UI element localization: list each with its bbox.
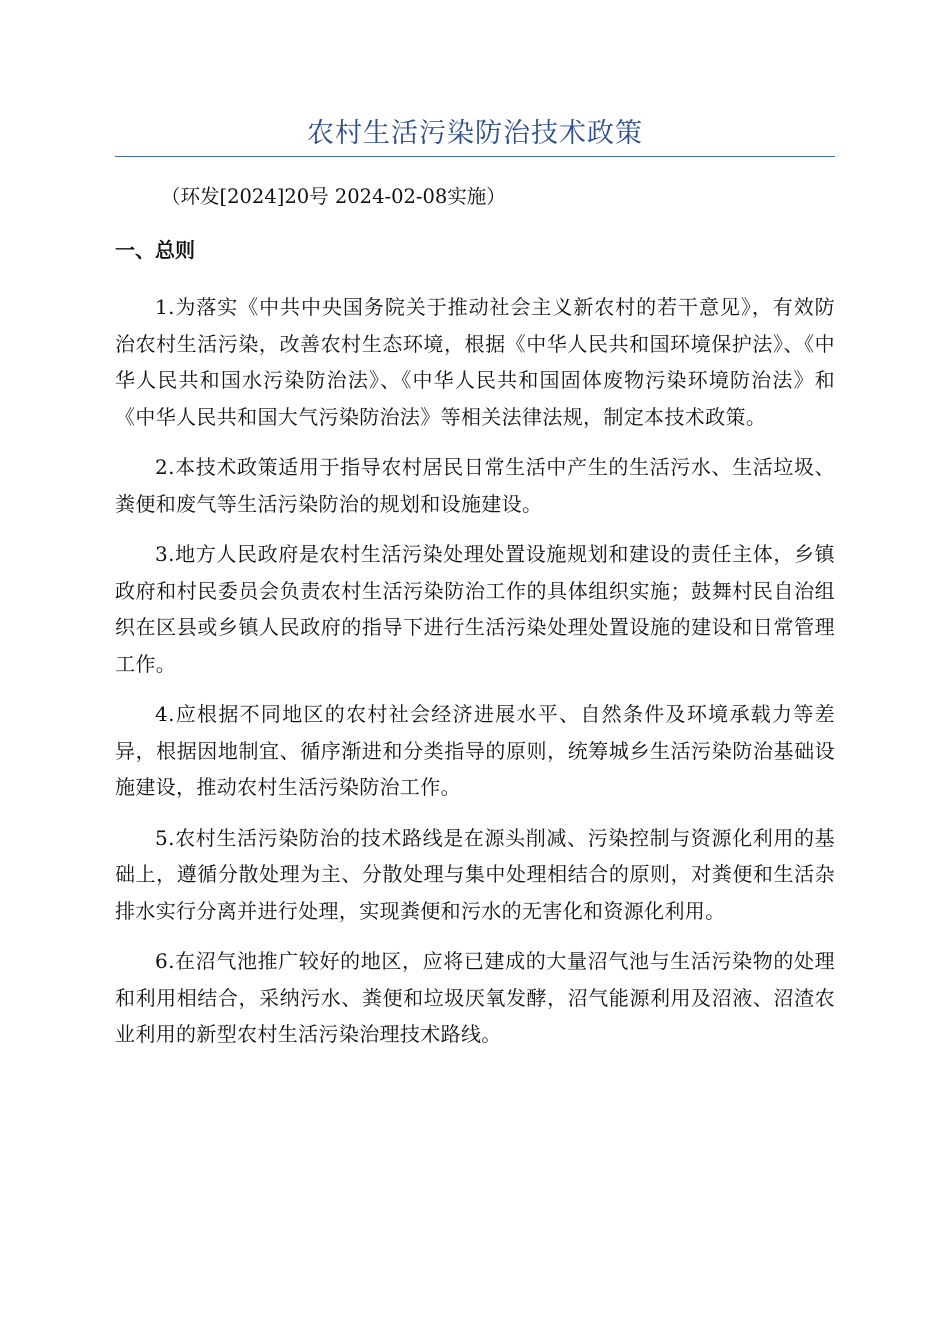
section-heading: 一、总则 — [115, 238, 195, 262]
paragraph-4: 4.应根据不同地区的农村社会经济进展水平、自然条件及环境承载力等差异，根据因地制宜、循序渐进和分类指导的原则，统筹城乡生活污染防治基础设施建设，推动农村生活污染防治工作。 — [115, 702, 835, 799]
document-subtitle: （环发[2024]20号 2024-02-08实施） — [161, 185, 506, 208]
section-general — [115, 233, 835, 1053]
document-title: 农村生活污染防治技术政策 — [115, 116, 835, 157]
paragraph-6: 6.在沼气池推广较好的地区，应将已建成的大量沼气池与生活污染物的处理和利用相结合，采纳污水、粪便和垃圾厌氧发酵，沼气能源利用及沼液、沼渣农业利用的新型农村生活污染治理技术路线。 — [115, 949, 835, 1046]
paragraph-5: 5.农村生活污染防治的技术路线是在源头削减、污染控制与资源化利用的基础上，遵循分散处理为主、分散处理与集中处理相结合的原则，对粪便和生活杂排水实行分离并进行处理，实现粪便和污水的无害化和资源化利用。 — [115, 825, 835, 923]
paragraph-2: 2.本技术政策适用于指导农村居民日常生活中产生的生活污水、生活垃圾、粪便和废气等生活污染防治的规划和设施建设。 — [115, 455, 835, 516]
document-page — [115, 0, 835, 1053]
paragraph-1: 1.为落实《中共中央国务院关于推动社会主义新农村的若干意见》，有效防治农村生活污染，改善农村生态环境，根据《中华人民共和国环境保护法》、《中华人民共和国水污染防治法》、《中华人民共和国固体废物污染环境防治法》和《中华人民共和国大气污染防治法》等相关法律法规，制定本技术政策。 — [115, 295, 835, 429]
paragraph-3: 3.地方人民政府是农村生活污染处理处置设施规划和建设的责任主体，乡镇政府和村民委员会负责农村生活污染防治工作的具体组织实施；鼓舞村民自治组织在区县或乡镇人民政府的指导下进行生活污染处理处置设施的建设和日常管理工作。 — [115, 542, 835, 676]
